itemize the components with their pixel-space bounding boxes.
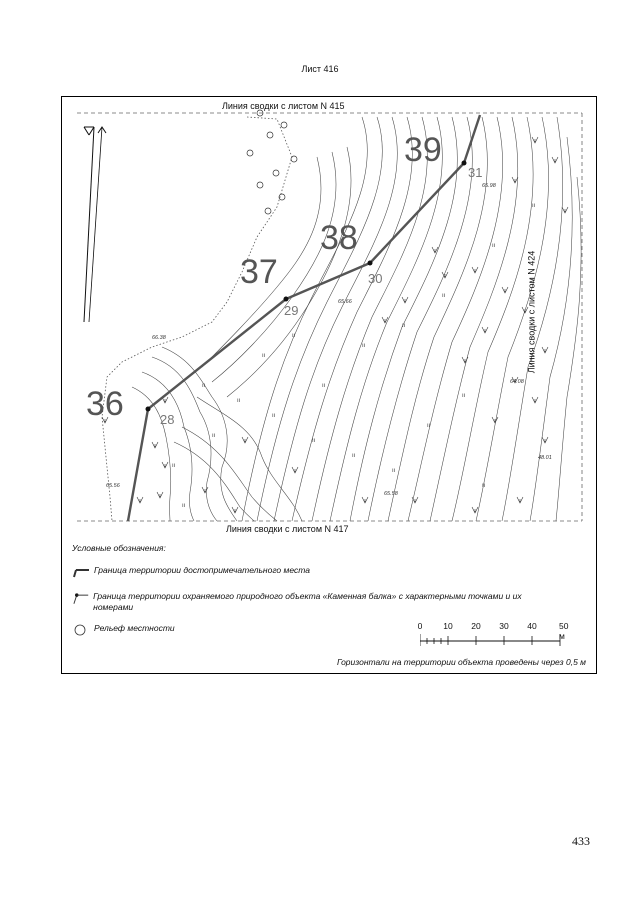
legend-item-protected <box>72 591 542 613</box>
svg-text:ıı: ıı <box>392 468 396 474</box>
svg-text:ıı: ıı <box>532 203 536 209</box>
boundary-line-icon <box>72 565 90 579</box>
contour-lines <box>132 117 581 521</box>
legend-protected-text: Граница территории охраняемого природного объекта «Каменная балка» с характерными точками и их номерами <box>93 591 522 612</box>
svg-text:ıı: ıı <box>212 433 216 439</box>
svg-text:ıı: ıı <box>492 243 496 249</box>
svg-text:ıı: ıı <box>462 393 466 399</box>
scale-tick-label: 40 <box>527 621 537 631</box>
svg-text:ıı: ıı <box>482 483 486 489</box>
point-small-29: 29 <box>284 303 299 318</box>
svg-text:ıı: ıı <box>312 438 316 444</box>
scale-tick-label: 20 <box>471 621 481 631</box>
map-frame <box>61 96 597 674</box>
point-number-37: 37 <box>240 253 278 291</box>
scale-ruler <box>420 633 580 647</box>
svg-text:ıı: ıı <box>427 423 431 429</box>
legend-item-boundary <box>72 565 310 579</box>
spot-height: 65.66 <box>338 299 352 305</box>
point-number-38: 38 <box>320 219 358 257</box>
edge-label-top: Линия сводки с листом N 415 <box>222 101 345 111</box>
scale-tick-label: 0 <box>417 621 423 631</box>
page-number: 433 <box>572 834 590 848</box>
scale-tick-label: 30 <box>499 621 509 631</box>
svg-text:ıı: ıı <box>322 383 326 389</box>
svg-text:ıı: ıı <box>272 413 276 419</box>
scale-tick-label: 50 м <box>559 621 569 641</box>
contour-note: Горизонтали на территории объекта проведены через 0,5 м <box>336 657 586 667</box>
svg-text:ıı: ıı <box>292 333 296 339</box>
legend-boundary-text: Граница территории достопримечательного места <box>94 565 310 575</box>
legend-relief-text: Рельеф местности <box>94 623 175 633</box>
relief-circles <box>247 110 297 214</box>
map-canvas <box>62 97 596 527</box>
point-small-31: 31 <box>468 165 483 180</box>
point-small-30: 30 <box>368 271 383 286</box>
spot-height: 65.58 <box>384 491 398 497</box>
svg-text:ıı: ıı <box>262 353 266 359</box>
sheet-title: Лист 416 <box>301 64 339 74</box>
spot-height: 65.56 <box>106 483 120 489</box>
scale-bar <box>417 621 580 649</box>
svg-text:ıı: ıı <box>362 343 366 349</box>
spot-height: 64.08 <box>510 379 524 385</box>
point-number-39: 39 <box>404 131 442 169</box>
legend-heading: Условные обозначения: <box>72 543 166 553</box>
legend-item-relief <box>72 623 175 637</box>
svg-text:ıı: ıı <box>352 453 356 459</box>
spot-height: 66.38 <box>152 335 166 341</box>
point-small-28: 28 <box>160 412 175 427</box>
protected-boundary-icon <box>72 591 89 605</box>
svg-text:ıı: ıı <box>182 503 186 509</box>
vegetation-symbols <box>102 137 568 513</box>
svg-text:ıı: ıı <box>237 398 241 404</box>
svg-text:ıı: ıı <box>442 293 446 299</box>
svg-text:ıı: ıı <box>202 383 206 389</box>
scale-tick-label: 10 <box>443 621 453 631</box>
legend <box>62 537 596 673</box>
relief-circle-icon <box>72 623 90 637</box>
svg-text:ıı: ıı <box>402 323 406 329</box>
point-number-36: 36 <box>86 385 124 423</box>
svg-text:ıı: ıı <box>172 463 176 469</box>
spot-height: 65.98 <box>482 183 496 189</box>
boundary-line <box>128 115 483 521</box>
edge-label-bottom: Линия сводки с листом N 417 <box>226 524 349 534</box>
edge-label-right: Линия сводки с листом N 424 <box>526 250 537 374</box>
north-arrow-icon <box>84 127 106 322</box>
spot-height: 48.01 <box>538 455 552 461</box>
